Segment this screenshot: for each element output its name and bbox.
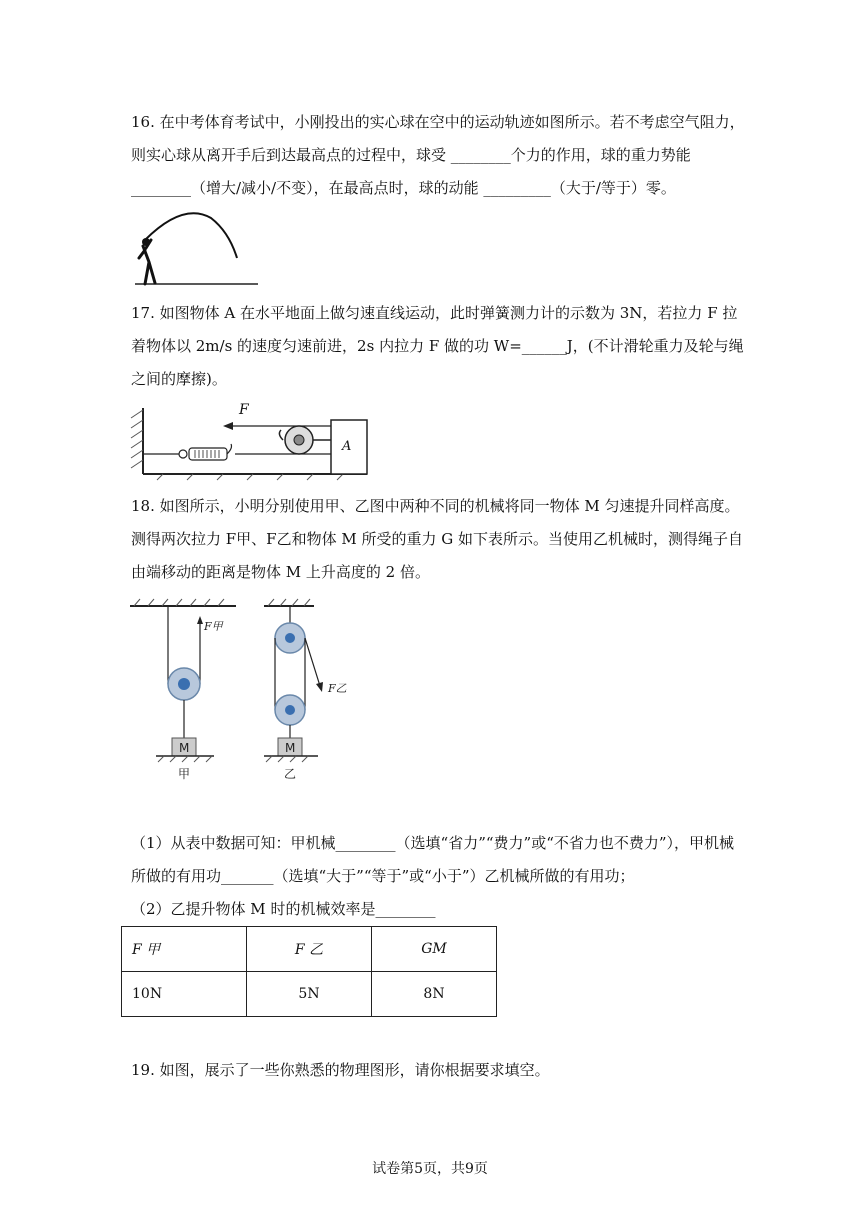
force-weight-table [121, 926, 497, 1017]
left-mass-label: M [179, 741, 190, 755]
page-footer: 试卷第5页，共9页 [372, 1161, 488, 1177]
q16-line-3: ________（增大/减小/不变），在最高点时，球的动能 _________（大于/等于）零。 [131, 179, 676, 197]
pulley-spring-figure [127, 398, 372, 482]
q17-line-3: 之间的摩擦)。 [131, 370, 227, 388]
table-header-row [122, 927, 497, 972]
pulley-machines-figure [124, 596, 354, 788]
q18-sub1-line-1: （1）从表中数据可知：甲机械________（选填“省力”“费力”或“不省力也不费力”），甲机械 [131, 834, 735, 852]
caption-yi: 乙 [284, 767, 297, 781]
q18-line-3: 由端移动的距离是物体 M 上升高度的 2 倍。 [131, 563, 430, 581]
q18-sub2: （2）乙提升物体 M 时的机械效率是________ [131, 900, 436, 918]
q17-line-2: 着物体以 2m/s 的速度匀速前进，2s 内拉力 F 做的功 W=______J，(不计滑轮重力及轮与绳 [131, 337, 744, 355]
shot-put-trajectory-figure [133, 210, 263, 290]
right-mass-label: M [285, 741, 296, 755]
block-a-label: A [342, 439, 352, 454]
table-row [122, 972, 497, 1017]
f-jia-label: F甲 [204, 620, 223, 633]
q19-line-1: 19. 如图，展示了一些你熟悉的物理图形，请你根据要求填空。 [131, 1061, 550, 1079]
q18-line-2: 测得两次拉力 F甲、F乙和物体 M 所受的重力 G 如下表所示。当使用乙机械时，测得绳子自 [131, 530, 744, 548]
q16-line-1: 16. 在中考体育考试中，小刚投出的实心球在空中的运动轨迹如图所示。若不考虑空气阻力， [131, 113, 745, 131]
table-header-cell: GM [372, 927, 497, 972]
q18-sub1-line-2: 所做的有用功_______（选填“大于”“等于”或“小于”）乙机械所做的有用功； [131, 867, 635, 885]
q16-line-2: 则实心球从离开手后到达最高点的过程中，球受 ________个力的作用，球的重力势能 [131, 146, 691, 164]
table-header-cell: F 乙 [247, 927, 372, 972]
f-yi-label: F乙 [328, 682, 347, 695]
q18-line-1: 18. 如图所示，小明分别使用甲、乙图中两种不同的机械将同一物体 M 匀速提升同样高度。 [131, 497, 740, 515]
force-f-label: F [239, 402, 249, 418]
table-cell: 10N [122, 972, 247, 1017]
caption-jia: 甲 [178, 767, 191, 781]
q17-line-1: 17. 如图物体 A 在水平地面上做匀速直线运动，此时弹簧测力计的示数为 3N，若拉力 F 拉 [131, 304, 738, 322]
table-cell: 8N [372, 972, 497, 1017]
table-cell: 5N [247, 972, 372, 1017]
table-header-cell: F 甲 [122, 927, 247, 972]
